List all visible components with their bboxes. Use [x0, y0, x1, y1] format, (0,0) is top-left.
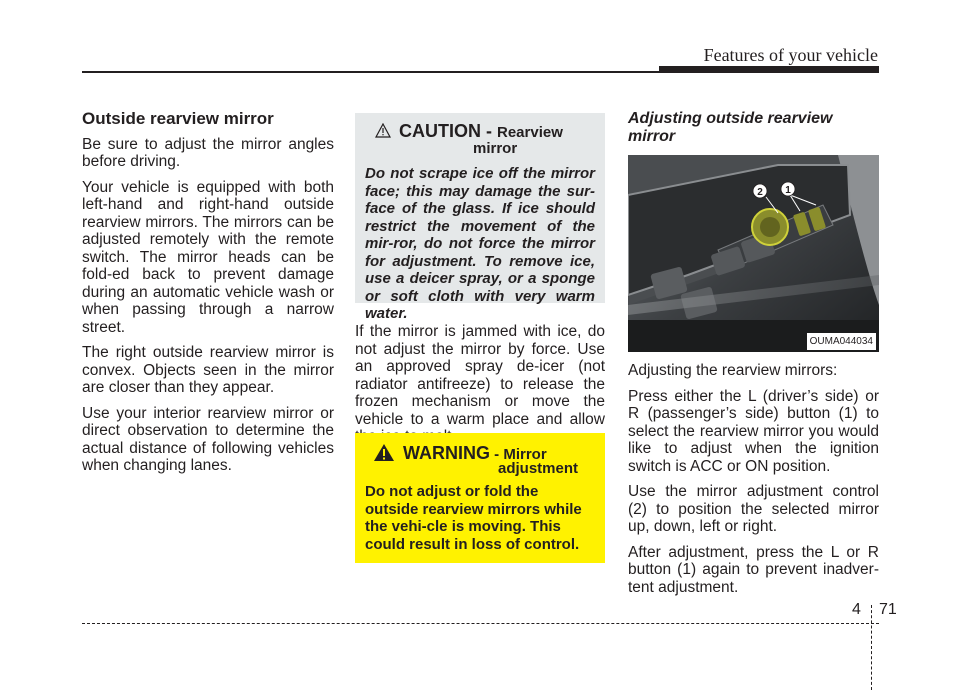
footer-rule — [82, 623, 879, 624]
warning-text: Do not adjust or fold the outside rearview mirrors while the vehi-cle is moving. This could result in loss of control. — [365, 483, 582, 553]
paragraph: Adjusting the rearview mirrors: — [628, 362, 838, 379]
footer-divider — [871, 605, 872, 690]
door-panel-illustration — [628, 155, 879, 352]
caution-label: CAUTION - — [399, 121, 497, 141]
sub-heading: Adjusting outside rearview mirror — [628, 110, 833, 145]
section-heading: Outside rearview mirror — [82, 109, 274, 128]
paragraph: Use the mirror adjustment control (2) to position the selected mirror up, down, left or right. — [628, 483, 879, 535]
paragraph: Be sure to adjust the mirror angles before driving. — [82, 135, 334, 170]
paragraph: After adjustment, press the L or R button (1) again to prevent inadver-tent adjustment. — [628, 543, 879, 596]
paragraph: Use your interior rearview mirror or direct observation to determine the actual distance of following vehicles when changing lanes. — [82, 404, 334, 474]
caution-box — [355, 113, 605, 322]
chapter-number: 4 — [852, 601, 861, 618]
right-column — [628, 110, 879, 604]
paragraph: Press either the L (driver’s side) or R (passenger’s side) button (1) to select the rearview mirror you would like to adjust when the ignition switch is ACC or ON position. — [628, 387, 879, 475]
caution-header — [365, 121, 595, 142]
caution-triangle-icon — [375, 123, 391, 138]
warning-subject-continued: adjustment — [498, 460, 579, 477]
warning-subject: - Mirror — [490, 446, 547, 463]
mirror-switch-photo — [628, 155, 879, 352]
caution-text: Do not scrape ice off the mirror face; this may damage the sur-face of the glass. If ice should restrict the movement of the mir-ror, do not force the mirror for adjustment. To remove ice, use a deicer spray, or a sponge or soft cloth with very warm water. — [365, 165, 595, 322]
header-rule-accent — [659, 66, 879, 73]
warning-triangle-icon — [373, 443, 395, 462]
caution-subject-continued: mirror — [473, 140, 518, 157]
warning-box — [355, 433, 605, 563]
running-header: Features of your vehicle — [703, 45, 878, 65]
paragraph: If the mirror is jammed with ice, do not adjust the mirror by force. Use an approved spray de-icer (not radiator antifreeze) to release the frozen mechanism or move the vehicle to a warm place and allow — [355, 323, 605, 428]
paragraph: Your vehicle is equipped with both left-hand and right-hand outside rearview mirrors. The mirrors can be adjusted remotely with the remote switch. The mirror heads can be fold-ed back to prevent damage during an automatic vehicle wash or when passing through a narrow street. — [82, 178, 334, 336]
image-code: OUMA044034 — [807, 333, 876, 351]
caution-subject: Rearview — [497, 124, 563, 141]
warning-label: WARNING — [403, 443, 490, 463]
left-column — [82, 110, 334, 483]
paragraph: The right outside rearview mirror is convex. Objects seen in the mirror are closer than they appear. — [82, 344, 334, 396]
callout-2: 2 — [757, 187, 763, 198]
page-number: 71 — [879, 601, 897, 618]
callout-1: 1 — [785, 185, 791, 196]
